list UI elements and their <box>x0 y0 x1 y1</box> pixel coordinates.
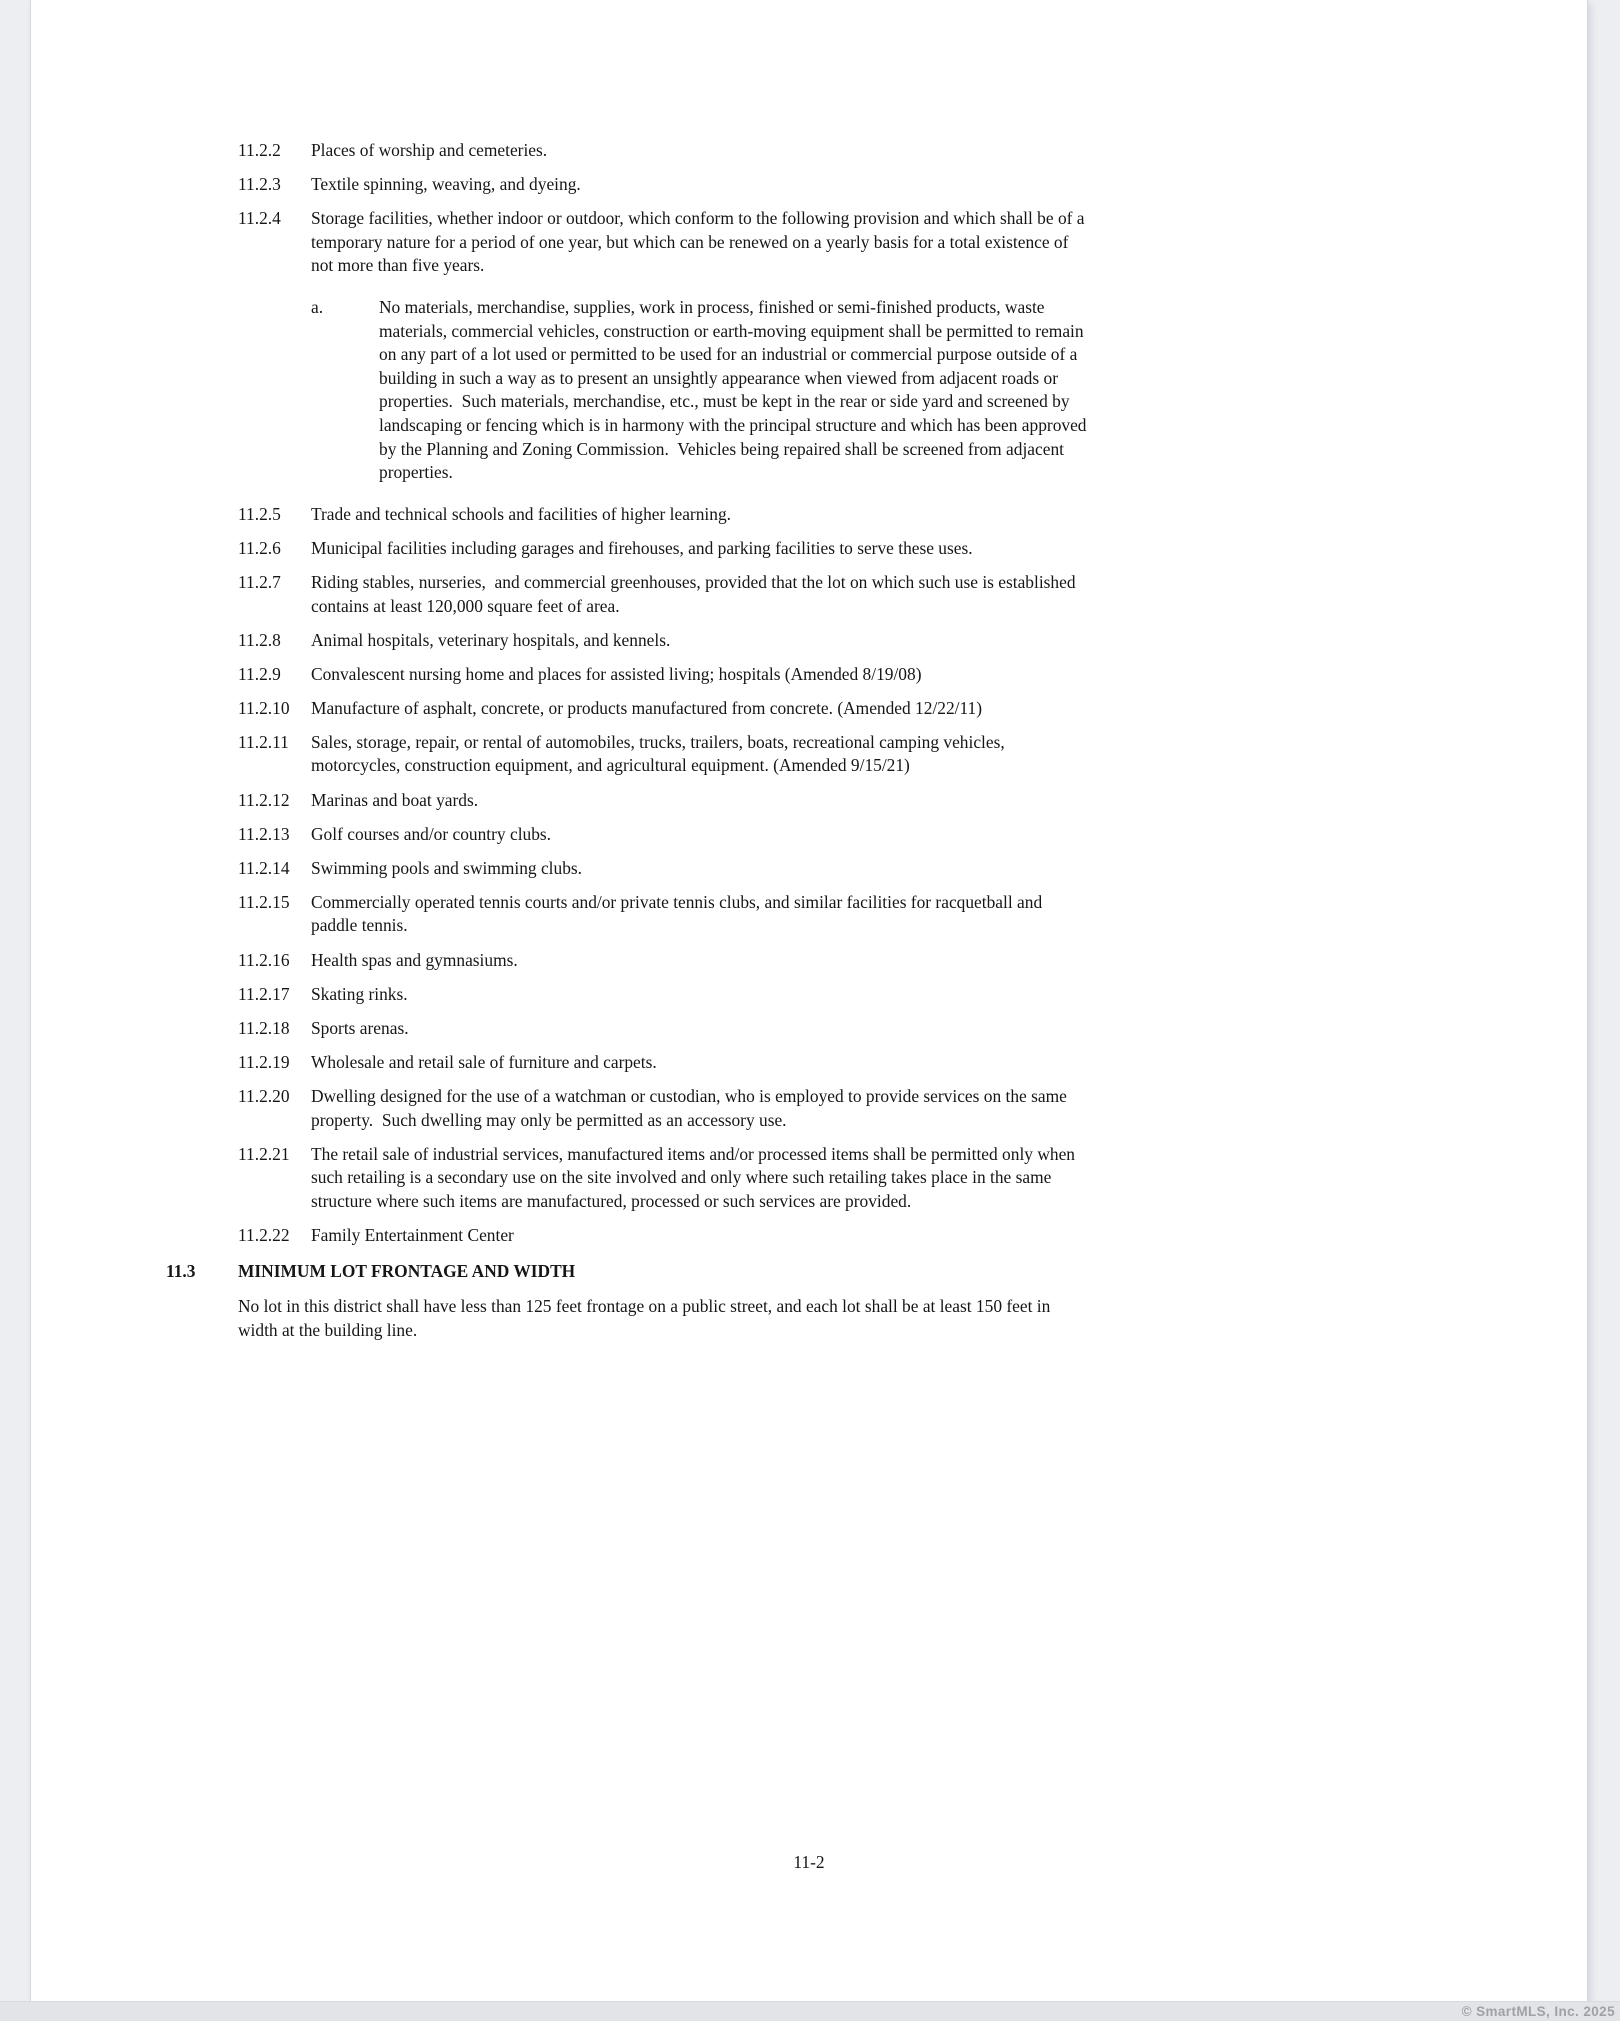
item-text: Golf courses and/or country clubs. <box>311 823 552 844</box>
list-item <box>238 697 1092 721</box>
list-item <box>238 1085 1092 1132</box>
item-number: 11.2.19 <box>238 1051 290 1072</box>
item-text: Marinas and boat yards. <box>311 789 479 810</box>
list-item <box>238 629 1092 653</box>
item-number: 11.2.7 <box>238 571 281 592</box>
sub-list-item <box>311 296 1092 485</box>
item-number: 11.2.2 <box>238 140 281 160</box>
item-text: Sales, storage, repair, or rental of automobiles, trucks, trailers, boats, recreational camping vehicles, motorcycles, construction equipment, and agricultural equipment. (Amended 9/15/21) <box>311 731 1010 776</box>
item-number: 11.2.9 <box>238 663 281 684</box>
section-title: MINIMUM LOT FRONTAGE AND WIDTH <box>238 1261 576 1282</box>
list-item <box>238 789 1092 813</box>
list-item <box>238 173 1092 197</box>
list-item <box>238 663 1092 687</box>
list-item <box>238 207 1092 278</box>
section-body-text: No lot in this district shall have less than 125 feet frontage on a public street, and each lot shall be at least 150 feet in width at the building line. <box>238 1296 1055 1340</box>
page-content <box>166 139 1092 1342</box>
list-item <box>238 571 1092 618</box>
item-number: 11.2.18 <box>238 1017 290 1038</box>
item-text: Convalescent nursing home and places for assisted living; hospitals (Amended 8/19/08) <box>311 663 922 684</box>
item-number: 11.2.5 <box>238 503 281 524</box>
item-text: Skating rinks. <box>311 983 408 1004</box>
item-number: 11.2.3 <box>238 174 281 195</box>
list-item <box>238 537 1092 561</box>
item-text: Riding stables, nurseries, and commercial greenhouses, provided that the lot on which such use is established contains at least 120,000 square feet of area. <box>311 571 1080 616</box>
item-text: Manufacture of asphalt, concrete, or products manufactured from concrete. (Amended 12/22/11) <box>311 697 983 718</box>
item-number: 11.2.10 <box>238 697 290 718</box>
list-item <box>238 949 1092 973</box>
section-number: 11.3 <box>166 1261 196 1282</box>
item-number: 11.2.4 <box>238 208 281 229</box>
item-number: 11.2.8 <box>238 629 281 650</box>
document-page <box>30 0 1588 2002</box>
list-item <box>238 857 1092 881</box>
item-number: 11.2.22 <box>238 1224 290 1245</box>
item-text: Storage facilities, whether indoor or outdoor, which conform to the following provision and which shall be of a temporary nature for a period of one year, but which can be renewed on a yearly basis for a total existence of not more than five years. <box>311 208 1089 276</box>
list-item <box>238 1017 1092 1041</box>
item-text: Health spas and gymnasiums. <box>311 949 518 970</box>
item-text: Dwelling designed for the use of a watchman or custodian, who is employed to provide services on the same property. Such dwelling may only be permitted as an accessory use. <box>311 1085 1072 1130</box>
item-number: 11.2.20 <box>238 1085 290 1106</box>
item-text: The retail sale of industrial services, manufactured items and/or processed items shall be permitted only when such retailing is a secondary use on the site involved and only where such retailing takes place in the same structure where such items are manufactured, processed or such services are provided. <box>311 1143 1080 1211</box>
item-number: 11.2.21 <box>238 1143 290 1164</box>
item-number: 11.2.16 <box>238 949 290 970</box>
item-number: 11.2.15 <box>238 891 290 912</box>
item-number: 11.2.13 <box>238 823 290 844</box>
item-text: Animal hospitals, veterinary hospitals, and kennels. <box>311 629 671 650</box>
item-text: Textile spinning, weaving, and dyeing. <box>311 174 581 195</box>
footer-bar <box>0 2001 1620 2021</box>
sub-item-text: No materials, merchandise, supplies, work in process, finished or semi-finished products, waste materials, commercial vehicles, construction or earth-moving equipment shall be permitted to remain on any part of a lot used or permitted to be used for an industrial or commercial purpose outside of a building in such a way as to present an unsightly appearance when viewed from adjacent roads or properties. Such materials, merchandise, etc., must be kept in the rear or side yard and screened by landscaping or fencing which is in harmony with the principal structure and which has been approved by the Planning and Zoning Commission. Vehicles being repaired shall be screened from adjacent properties. <box>379 296 1091 483</box>
item-text: Trade and technical schools and facilities of higher learning. <box>311 503 731 524</box>
list-item <box>238 983 1092 1007</box>
item-text: Family Entertainment Center <box>311 1224 514 1245</box>
list-item <box>238 503 1092 527</box>
item-text: Sports arenas. <box>311 1017 409 1038</box>
item-text: Swimming pools and swimming clubs. <box>311 857 583 878</box>
sub-item-label: a. <box>311 296 324 317</box>
page-number: 11-2 <box>793 1852 825 1872</box>
item-number: 11.2.11 <box>238 731 289 752</box>
list-item <box>238 731 1092 778</box>
list-item <box>238 1143 1092 1214</box>
item-number: 11.2.6 <box>238 537 281 558</box>
list-item <box>238 891 1092 938</box>
list-item <box>238 139 1092 163</box>
copyright-text: © SmartMLS, Inc. 2025 <box>1461 2004 1615 2019</box>
list-item <box>238 823 1092 847</box>
section-heading <box>166 1260 1092 1284</box>
item-number: 11.2.17 <box>238 983 290 1004</box>
item-number: 11.2.14 <box>238 857 290 878</box>
item-text: Wholesale and retail sale of furniture and carpets. <box>311 1051 657 1072</box>
list-item <box>238 1051 1092 1075</box>
item-text: Municipal facilities including garages and firehouses, and parking facilities to serve these uses. <box>311 537 973 558</box>
item-text: Commercially operated tennis courts and/or private tennis clubs, and similar facilities for racquetball and paddle tennis. <box>311 891 1047 936</box>
item-text: Places of worship and cemeteries. <box>311 140 548 160</box>
list-item <box>238 1224 1092 1248</box>
item-number: 11.2.12 <box>238 789 290 810</box>
